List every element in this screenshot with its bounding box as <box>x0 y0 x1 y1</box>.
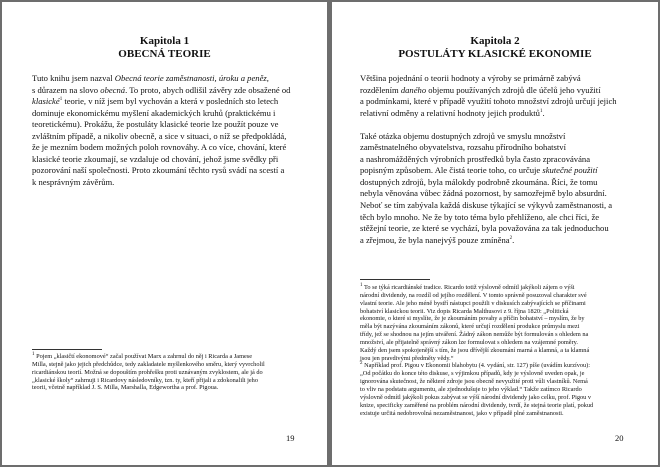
text-line <box>32 165 296 177</box>
text-line <box>360 200 628 212</box>
text-line <box>360 73 628 85</box>
text-line <box>360 300 630 308</box>
text-line <box>360 347 630 355</box>
text-run: stěžejní teorie, ze které se vychází, byla považována za tak jednoduchou <box>360 223 609 234</box>
text-line <box>32 119 296 131</box>
text-run: k nesprávným závěrům. <box>32 176 115 187</box>
text-line <box>360 154 628 166</box>
text-run: ekonomie, o které si myslíte, že je zkoumáním povahy a příčin bohatství – myslím, že by <box>360 315 585 323</box>
text-run: měla být nazývána zkoumáním zákonů, které určují rozdělení produkce průmyslu mezi <box>360 323 580 331</box>
right-page <box>332 2 658 465</box>
text-line <box>32 353 296 361</box>
text-run: to vliv na podstatu argumentu, ale zjednodušuje to jeho výklad.“ Takže zatímco Ricardo <box>360 385 582 393</box>
text-line <box>360 402 630 410</box>
text-line <box>32 154 296 166</box>
text-line <box>360 339 630 347</box>
footnote-divider <box>32 349 102 350</box>
text-line <box>360 284 630 292</box>
text-run: pozorování naší společnosti. Proto zkoumání těchto rysů svádí na scestí a <box>32 165 285 176</box>
text-line <box>32 131 296 143</box>
text-line <box>360 370 630 378</box>
text-line <box>32 85 296 97</box>
text-run: Pojem „klasičtí ekonomové“ začal používat Marx a zahrnul do něj i Ricarda a Jamese <box>34 353 253 360</box>
text-run: Neboť se tím zabývala každá diskuse týkající se výkyvů zaměstnanosti, a <box>360 200 613 211</box>
footnote-divider <box>360 279 430 280</box>
paragraph-break <box>360 119 628 131</box>
text-run: národní dividendy, na rozdíl od jejího rozdělení. V tomto správně posuzoval charakter své <box>360 291 587 299</box>
text-line <box>360 223 628 235</box>
text-run: těch bylo mnoho. Ne že by toto téma bylo přehlíženo, ale chci říci, že <box>360 211 600 222</box>
text-run: zaměstnatelného obyvatelstva, rozsahu přírodního bohatství <box>360 142 566 153</box>
text-line <box>360 386 630 394</box>
text-line <box>360 108 628 120</box>
footnotes <box>32 353 296 392</box>
page-number: 19 <box>286 433 295 443</box>
text-run: „klasické školy“ zahrnuji i Ricardovy následovníky, tzn. ty, kteří přijali a zdokonalili jeho <box>32 376 258 384</box>
footnote-marker: 1 <box>360 282 363 288</box>
text-run: dostupných zdrojů, byla málokdy podrobně zkoumána. Říci, že tomu <box>360 176 598 187</box>
body-text <box>360 73 628 246</box>
italic-text: klasické <box>32 96 60 107</box>
text-line <box>360 131 628 143</box>
italic-text: skutečné použití <box>542 165 598 176</box>
left-page <box>2 2 327 465</box>
text-line <box>360 292 630 300</box>
chapter-label: Kapitola 2 <box>470 35 520 47</box>
text-run: rozdělením <box>360 84 401 95</box>
text-line <box>360 308 630 316</box>
footnote-marker: 2 <box>360 361 363 367</box>
footnote-marker: 1 <box>59 97 63 103</box>
text-line <box>360 142 628 154</box>
text-run: bohatství klasickou teorii. Viz dopis Ricarda Malthusovi z 9. října 1820: „Politická <box>360 307 569 315</box>
text-run: vlastní teorie. Ale jeho méně bystří nástupci použili v diskusích zabývajících se příčinami <box>360 299 586 307</box>
text-run: s důrazem na slovo <box>32 84 101 95</box>
footnote-marker: 1 <box>539 108 543 114</box>
text-line <box>32 361 296 369</box>
text-line <box>360 410 630 418</box>
footnote-marker: 1 <box>32 351 35 357</box>
text-run: a nashromážděných výrobních prostředků byla často zpracovávána <box>360 153 591 164</box>
text-line <box>32 142 296 154</box>
text-line <box>360 315 630 323</box>
text-run: a podmínkami, které v případě využití tohoto množství zdrojů určují jejich <box>360 96 617 107</box>
text-run: existuje určitá nedobrovolná nezaměstnanost, jako v případě plné zaměstnanosti. <box>360 409 564 417</box>
text-run: . <box>542 107 545 118</box>
text-line <box>360 362 630 370</box>
chapter-title: OBECNÁ TEORIE <box>118 48 211 60</box>
text-line <box>360 394 630 402</box>
page-number: 20 <box>615 433 624 443</box>
text-line <box>360 323 630 331</box>
text-run: , <box>266 73 269 83</box>
text-line <box>360 188 628 200</box>
text-line <box>360 331 630 339</box>
text-line <box>32 177 296 189</box>
text-run: nebyla věnována vůbec žádná pozornost, by samozřejmě bylo absurdní. <box>360 188 607 199</box>
text-run: dominuje ekonomickému myšlení akademických kruhů (praktickému i <box>32 107 276 118</box>
text-line <box>360 165 628 177</box>
text-line <box>360 85 628 97</box>
text-line <box>32 73 296 85</box>
text-run: To se týká ricardiánské tradice. Ricardo totiž výslovně odmítl jakýkoli zájem o výši <box>362 284 575 291</box>
italic-text: daného <box>400 84 427 95</box>
text-run: množství, ale přijatelně správný zákon lze formulovat s ohledem na vzájemné poměry. <box>360 338 578 346</box>
text-line <box>360 235 628 247</box>
text-line <box>32 96 296 108</box>
text-line <box>32 384 296 392</box>
italic-text: Obecná teorie zaměstnanosti, úroku a peněz <box>114 73 267 83</box>
text-line <box>32 108 296 120</box>
text-run: Každý den jsem spokojenější s tím, že jsou dřívější zkoumání marná a klamná, a ta klamná <box>360 346 590 354</box>
text-run: teorie, v níž jsem byl vychován a která v posledních sto letech <box>62 96 279 107</box>
chapter-title: POSTULÁTY KLASICKÉ EKONOMIE <box>398 48 592 60</box>
chapter-heading <box>2 35 327 61</box>
text-run: Také otázka objemu dostupných zdrojů ve smyslu množství <box>360 130 566 141</box>
text-run: popisným způsobem. Ale čistá teorie toho, co určuje <box>360 165 543 176</box>
text-run: ignorována skutečnost, že některé zdroje jsou obecně nevyužité proti vůli vlastníků. Nemá <box>360 378 588 386</box>
text-run: klasické teorie zkoumají, se vzdaluje od chování, jehož jsme svědky při <box>32 153 279 164</box>
text-run: Tuto knihu jsem nazval <box>32 73 115 83</box>
text-run: . <box>512 234 515 245</box>
text-run: Milla, stejně jako jejich předchůdce, tedy zakladatele myšlenkového směru, který vyvrcholil <box>32 360 265 368</box>
text-run: jsou jen pravdivými předměty vědy.“ <box>360 354 454 362</box>
text-run: třídy, jež se shodnou na jejím utváření. Žádný zákon nemůže být formulován s ohledem na <box>360 331 589 339</box>
text-run: výslovně odmítl jakýkoli pokus zabývat se výší národní dividendy jako celku, prof. Pigou v <box>360 393 592 401</box>
text-line <box>360 378 630 386</box>
text-run: knize, specificky zaměřené na problém národní dividendy, tvrdí, že stejná teorie platí, pokud <box>360 401 594 409</box>
chapter-heading <box>332 35 658 61</box>
text-run: relativní odměny a relativní hodnoty jejich produktů <box>360 107 540 118</box>
footnote-marker: 2 <box>509 235 513 241</box>
text-line <box>360 177 628 189</box>
text-run: že je mezním bodem možných poloh rovnováhy. A co více, chování, které <box>32 142 287 153</box>
text-line <box>360 212 628 224</box>
body-text <box>32 73 296 188</box>
text-run: zvláštním případě, a nikoliv obecně, a sice v situaci, o níž se předpokládá, <box>32 130 287 141</box>
text-run: . To proto, abych odlišil závěry zde obsažené od <box>125 84 291 95</box>
text-line <box>32 377 296 385</box>
text-line <box>360 96 628 108</box>
text-run: ricardiánskou teorií. Možná se dopouštím prohřešku proti uznávaným zvyklostem, ale já do <box>32 368 263 376</box>
text-run: Většina pojednání o teorii hodnoty a výroby se primárně zabývá <box>360 73 581 83</box>
text-run: teorii, včetně například J. S. Milla, Marshalla, Edgewortha a prof. Pigoua. <box>32 384 219 392</box>
text-run: a zřejmou, že byla nanejvýš pouze zmíněna <box>360 234 510 245</box>
text-line <box>32 369 296 377</box>
text-run: Například prof. Pigou v Ekonomii blahobytu (4. vydání, str. 127) píše (uvádím kurzívou): <box>362 362 591 370</box>
text-run: teoretickému). Prokážu, že postuláty klasické teorie lze použít pouze ve <box>32 119 279 130</box>
footnotes <box>360 284 630 417</box>
text-run: objemu používaných zdrojů dle účelů jeho využití <box>426 84 601 95</box>
italic-text: obecná <box>100 84 126 95</box>
text-run: „Od počátku do konce této diskuse, s výjimkou případů, kdy je výslovně uveden opak, je <box>360 370 585 378</box>
chapter-label: Kapitola 1 <box>139 35 190 47</box>
